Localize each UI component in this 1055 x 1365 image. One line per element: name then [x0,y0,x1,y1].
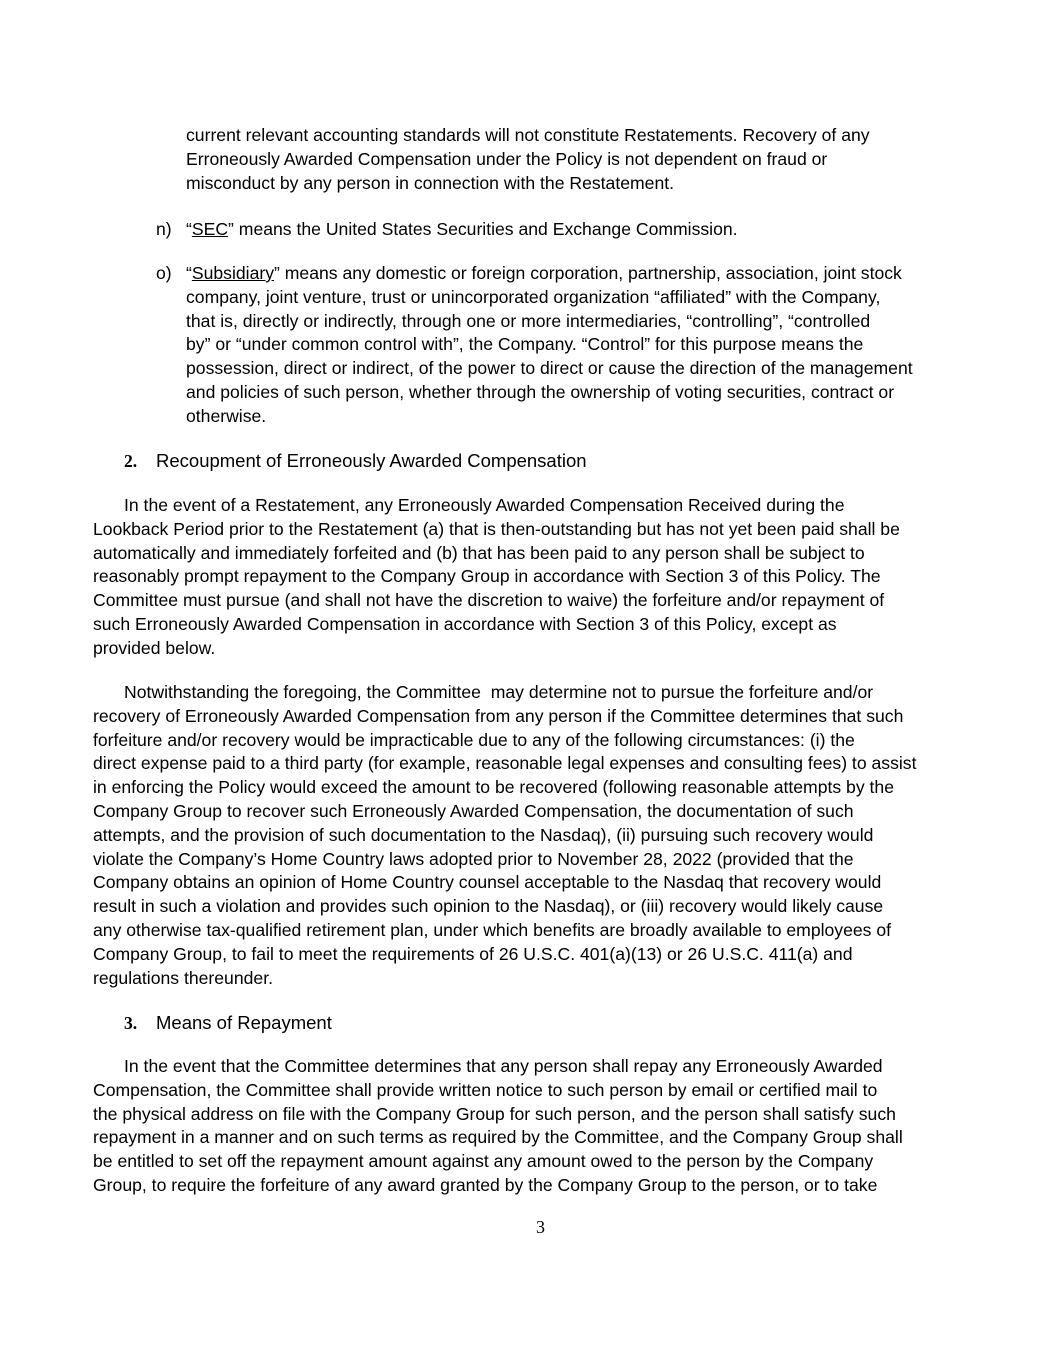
text-line: and policies of such person, whether through the ownership of voting securities, contract or [186,381,895,402]
text-line: regulations thereunder. [93,967,273,988]
text-line [93,1055,903,1079]
text-line: Company obtains an opinion of Home Country counsel acceptable to the Nasdaq that recovery would [93,872,882,893]
text-line: reasonably prompt repayment to the Company Group in accordance with Section 3 of this Policy. The [93,566,881,587]
text-line: that is, directly or indirectly, through one or more intermediaries, “controlling”, “controlled [186,310,871,331]
text-line: provided below. [93,637,216,658]
text-line: in enforcing the Policy would exceed the amount to be recovered (following reasonable attempts by the [93,777,894,798]
open-quote: “ [186,263,192,283]
text-line: direct expense paid to a third party (for example, reasonable legal expenses and consulting fees) to assist [93,753,917,774]
text-line [93,494,900,518]
text-line: automatically and immediately forfeited and (b) that has been paid to any person shall be subject to [93,542,865,563]
text-line: result in such a violation and provides such opinion to the Nasdaq), or (iii) recovery would likely cause [93,896,884,917]
text-line: recovery of Erroneously Awarded Compensation from any person if the Committee determines that such [93,705,904,726]
definition-text: ” means the United States Securities and Exchange Commission. [228,219,738,239]
text-line: Company Group, to fail to meet the requirements of 26 U.S.C. 401(a)(13) or 26 U.S.C. 411(a) and [93,943,853,964]
definition-n-label: n) [156,219,172,239]
definition-text: ” means any domestic or foreign corporation, partnership, association, joint stock [274,263,902,283]
text-line: current relevant accounting standards will not constitute Restatements. Recovery of any [186,125,870,145]
text-line: Group, to require the forfeiture of any award granted by the Company Group to the person, or to take [93,1174,878,1195]
section-3-paragraph-1 [93,1055,903,1198]
text-line: otherwise. [186,405,267,426]
text-line: misconduct by any person in connection with the Restatement. [186,172,675,193]
definition-m-continuation [186,124,870,195]
defined-term-sec: SEC [191,219,229,239]
section-2-paragraph-2 [93,681,916,990]
defined-term-subsidiary: Subsidiary [191,263,275,283]
text-line: forfeiture and/or recovery would be impracticable due to any of the following circumstances: (i) the [93,729,855,750]
text-line: be entitled to set off the repayment amount against any amount owed to the person by the Company [93,1151,874,1172]
text-line [186,262,913,286]
text-line: the physical address on file with the Company Group for such person, and the person shall satisfy such [93,1103,896,1124]
text-line: possession, direct or indirect, of the power to direct or cause the direction of the management [186,358,913,379]
text-line: Lookback Period prior to the Restatement (a) that is then-outstanding but has not yet been paid shall be [93,518,900,539]
page-number: 3 [536,1217,545,1237]
section-2-heading: Recoupment of Erroneously Awarded Compensation [156,450,587,471]
text-line: attempts, and the provision of such documentation to the Nasdaq), (ii) pursuing such recovery would [93,824,874,845]
text-line-content: In the event that the Committee determines that any person shall repay any Erroneously Awarded [124,1056,883,1076]
section-3-heading: Means of Repayment [156,1012,332,1033]
text-line-content: In the event of a Restatement, any Erroneously Awarded Compensation Received during the [124,495,845,515]
text-line: such Erroneously Awarded Compensation in accordance with Section 3 of this Policy, except as [93,613,837,634]
text-line: company, joint venture, trust or unincorporated organization “affiliated” with the Company, [186,286,881,307]
text-line: Erroneously Awarded Compensation under the Policy is not dependent on fraud or [186,148,828,169]
text-line: any otherwise tax-qualified retirement plan, under which benefits are broadly available to employees of [93,919,892,940]
section-3-number: 3. [124,1013,138,1033]
text-line: by” or “under common control with”, the Company. “Control” for this purpose means the [186,334,864,355]
definition-o-label: o) [156,263,172,283]
section-2-number: 2. [124,451,138,471]
open-quote: “ [186,219,192,239]
text-line: Compensation, the Committee shall provide written notice to such person by email or certified mail to [93,1079,878,1100]
text-line-content: Notwithstanding the foregoing, the Committee may determine not to pursue the forfeiture and/or [124,682,874,702]
definition-o [186,262,913,429]
text-line [93,681,916,705]
text-line: violate the Company’s Home Country laws adopted prior to November 28, 2022 (provided that the [93,848,854,869]
text-line: repayment in a manner and on such terms as required by the Committee, and the Company Group shall [93,1127,903,1148]
section-2-paragraph-1 [93,494,900,661]
text-line: Committee must pursue (and shall not have the discretion to waive) the forfeiture and/or repayment of [93,590,885,611]
definition-n [186,218,738,242]
text-line: Company Group to recover such Erroneously Awarded Compensation, the documentation of such [93,800,854,821]
